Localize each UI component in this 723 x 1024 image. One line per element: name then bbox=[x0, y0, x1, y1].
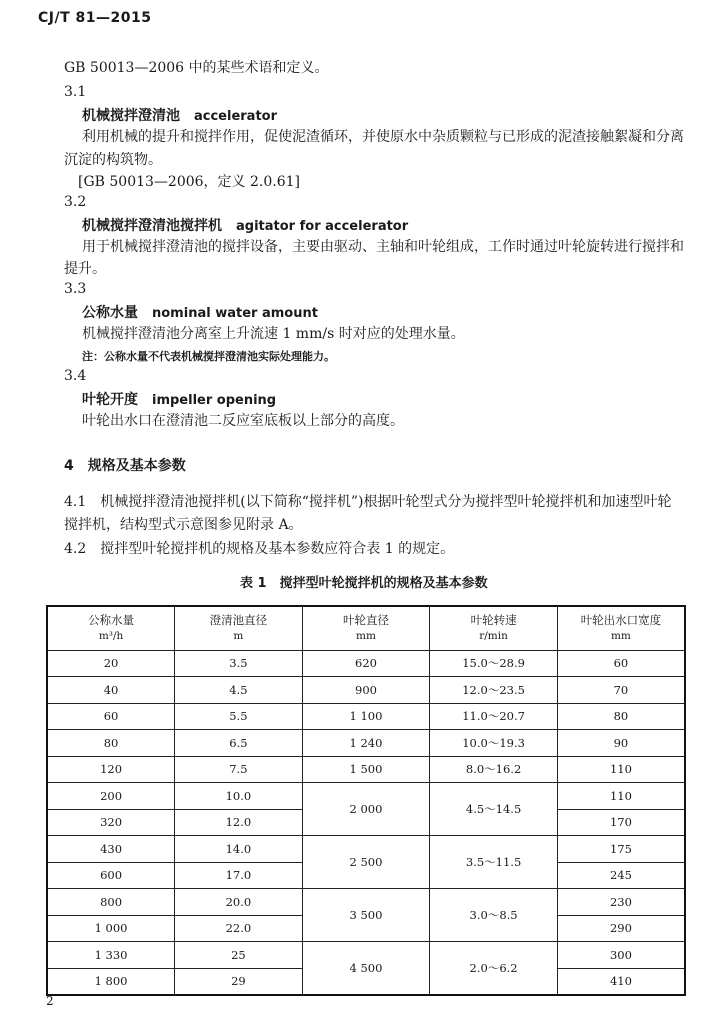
standard-code-header: CJ/T 81—2015 bbox=[38, 10, 152, 26]
spec-table bbox=[46, 605, 686, 996]
table-cell: 1 000 bbox=[47, 915, 175, 942]
clause-4-1-cont: 搅拌机，结构型式示意图参见附录 A。 bbox=[64, 517, 303, 533]
table-cell: 60 bbox=[47, 703, 175, 730]
term-definition: 叶轮出水口在澄清池二反应室底板以上部分的高度。 bbox=[82, 413, 404, 429]
term-zh: 公称水量 bbox=[82, 305, 138, 321]
table-row bbox=[47, 703, 685, 730]
table-cell: 320 bbox=[47, 809, 175, 836]
table-cell: 900 bbox=[302, 677, 430, 704]
term-en: impeller opening bbox=[152, 393, 277, 408]
table-row bbox=[47, 650, 685, 677]
term-number: 3.4 bbox=[64, 368, 87, 384]
table-cell: 15.0～28.9 bbox=[430, 650, 558, 677]
table-cell: 170 bbox=[557, 809, 685, 836]
table-cell: 1 800 bbox=[47, 968, 175, 995]
term-en: agitator for accelerator bbox=[236, 219, 409, 234]
table-cell-merged: 3.5～11.5 bbox=[430, 836, 558, 889]
table-cell: 800 bbox=[47, 889, 175, 916]
table-cell: 10.0 bbox=[175, 783, 303, 810]
table-cell: 25 bbox=[175, 942, 303, 969]
section-title: 4 规格及基本参数 bbox=[64, 458, 186, 474]
table-cell: 90 bbox=[557, 730, 685, 757]
table-cell: 1 330 bbox=[47, 942, 175, 969]
table-cell: 200 bbox=[47, 783, 175, 810]
term-number: 3.1 bbox=[64, 84, 87, 100]
table-cell-merged: 2 000 bbox=[302, 783, 430, 836]
table-cell: 12.0～23.5 bbox=[430, 677, 558, 704]
term-title bbox=[82, 302, 318, 322]
term-zh: 机械搅拌澄清池 bbox=[82, 108, 180, 124]
term-note: 注：公称水量不代表机械搅拌澄清池实际处理能力。 bbox=[82, 350, 335, 363]
table-cell-merged: 4.5～14.5 bbox=[430, 783, 558, 836]
term-zh: 机械搅拌澄清池搅拌机 bbox=[82, 218, 222, 234]
table-row bbox=[47, 756, 685, 783]
col-header: 澄清池直径 m bbox=[175, 606, 303, 650]
table-cell: 10.0～19.3 bbox=[430, 730, 558, 757]
term-title bbox=[82, 215, 408, 235]
table-cell-merged: 2.0～6.2 bbox=[430, 942, 558, 995]
table-cell: 120 bbox=[47, 756, 175, 783]
term-definition: 机械搅拌澄清池分离室上升流速 1 mm/s 时对应的处理水量。 bbox=[82, 326, 465, 342]
table-cell: 290 bbox=[557, 915, 685, 942]
table-cell: 175 bbox=[557, 836, 685, 863]
table-cell: 80 bbox=[47, 730, 175, 757]
table-cell: 17.0 bbox=[175, 862, 303, 889]
table-row bbox=[47, 677, 685, 704]
page-number: 2 bbox=[46, 994, 54, 1008]
table-cell: 20 bbox=[47, 650, 175, 677]
table-cell: 1 240 bbox=[302, 730, 430, 757]
term-definition: 利用机械的提升和搅拌作用，促使泥渣循环，并使原水中杂质颗粒与已形成的泥渣接触絮凝和分离 bbox=[82, 129, 684, 145]
table-cell: 20.0 bbox=[175, 889, 303, 916]
table-cell: 80 bbox=[557, 703, 685, 730]
table-cell: 4.5 bbox=[175, 677, 303, 704]
table-cell: 60 bbox=[557, 650, 685, 677]
table-cell: 12.0 bbox=[175, 809, 303, 836]
term-number: 3.3 bbox=[64, 281, 87, 297]
term-title bbox=[82, 389, 276, 409]
term-definition: 用于机械搅拌澄清池的搅拌设备，主要由驱动、主轴和叶轮组成，工作时通过叶轮旋转进行搅拌和 bbox=[82, 239, 684, 255]
table-cell: 430 bbox=[47, 836, 175, 863]
table-cell: 300 bbox=[557, 942, 685, 969]
table-cell: 14.0 bbox=[175, 836, 303, 863]
col-header: 公称水量 m³/h bbox=[47, 606, 175, 650]
intro-line: GB 50013—2006 中的某些术语和定义。 bbox=[64, 60, 329, 76]
table-cell-merged: 3.0～8.5 bbox=[430, 889, 558, 942]
term-en: nominal water amount bbox=[152, 306, 318, 321]
table-cell: 40 bbox=[47, 677, 175, 704]
term-definition-cont: 提升。 bbox=[64, 261, 106, 277]
clause-4-1: 4.1 机械搅拌澄清池搅拌机(以下简称“搅拌机”)根据叶轮型式分为搅拌型叶轮搅拌机和加速型叶轮 bbox=[64, 494, 672, 510]
term-number: 3.2 bbox=[64, 194, 87, 210]
table-cell: 7.5 bbox=[175, 756, 303, 783]
col-header: 叶轮转速 r/min bbox=[430, 606, 558, 650]
table-cell: 29 bbox=[175, 968, 303, 995]
term-definition-cont: 沉淀的构筑物。 bbox=[64, 152, 162, 168]
table-cell: 600 bbox=[47, 862, 175, 889]
table-cell: 6.5 bbox=[175, 730, 303, 757]
table-row bbox=[47, 942, 685, 969]
table-row bbox=[47, 836, 685, 863]
table-cell-merged: 4 500 bbox=[302, 942, 430, 995]
table-cell: 1 100 bbox=[302, 703, 430, 730]
table-cell: 3.5 bbox=[175, 650, 303, 677]
term-en: accelerator bbox=[194, 109, 278, 124]
table-cell: 410 bbox=[557, 968, 685, 995]
table-caption: 表 1 搅拌型叶轮搅拌机的规格及基本参数 bbox=[240, 576, 488, 591]
table-cell: 110 bbox=[557, 783, 685, 810]
term-source: [GB 50013—2006，定义 2.0.61] bbox=[78, 174, 300, 190]
table-row bbox=[47, 889, 685, 916]
term-zh: 叶轮开度 bbox=[82, 392, 138, 408]
table-cell: 230 bbox=[557, 889, 685, 916]
table-cell: 70 bbox=[557, 677, 685, 704]
table-cell: 8.0～16.2 bbox=[430, 756, 558, 783]
term-title bbox=[82, 105, 277, 125]
table-cell: 110 bbox=[557, 756, 685, 783]
table-cell-merged: 2 500 bbox=[302, 836, 430, 889]
table-cell: 1 500 bbox=[302, 756, 430, 783]
table-cell: 22.0 bbox=[175, 915, 303, 942]
col-header: 叶轮出水口宽度 mm bbox=[557, 606, 685, 650]
table-cell: 11.0～20.7 bbox=[430, 703, 558, 730]
clause-4-2: 4.2 搅拌型叶轮搅拌机的规格及基本参数应符合表 1 的规定。 bbox=[64, 541, 455, 557]
table-cell: 620 bbox=[302, 650, 430, 677]
table-row bbox=[47, 783, 685, 810]
table-header-row bbox=[47, 606, 685, 650]
table-cell: 245 bbox=[557, 862, 685, 889]
col-header: 叶轮直径 mm bbox=[302, 606, 430, 650]
table-cell-merged: 3 500 bbox=[302, 889, 430, 942]
table-cell: 5.5 bbox=[175, 703, 303, 730]
table-row bbox=[47, 730, 685, 757]
